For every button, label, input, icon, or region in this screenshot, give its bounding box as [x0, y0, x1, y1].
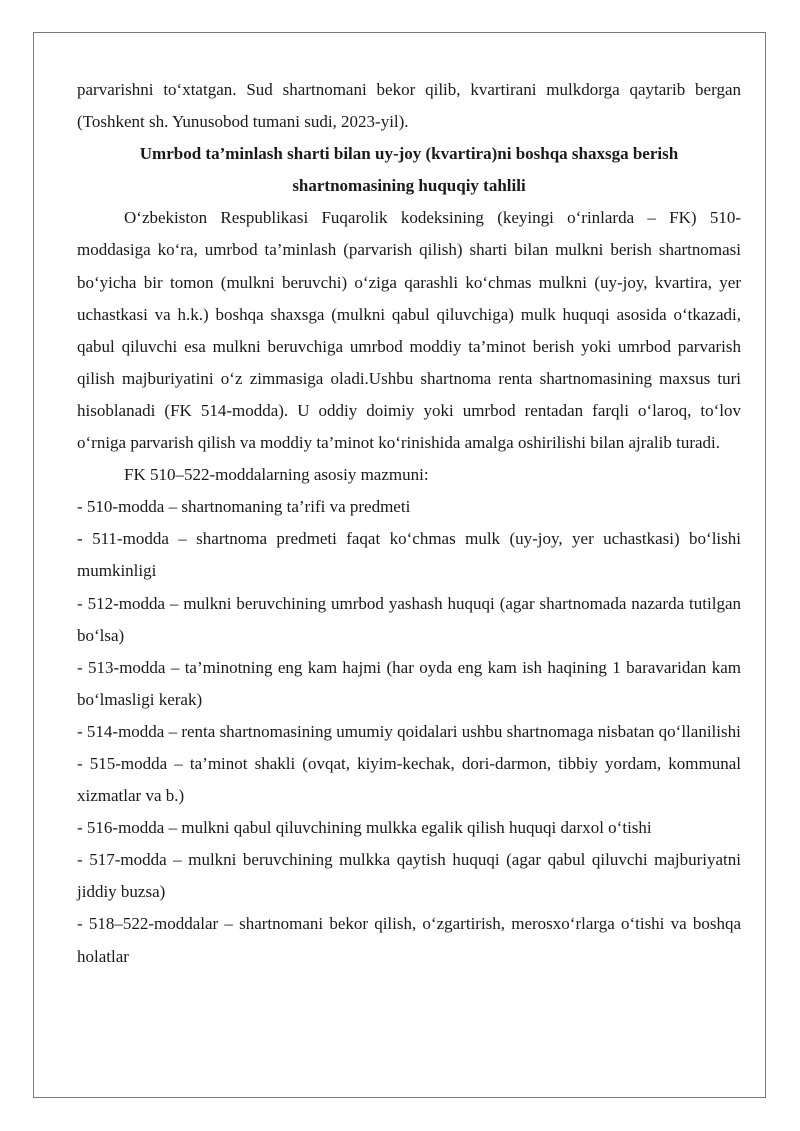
list-item: - 512-modda – mulkni beruvchining umrbod yashash huquqi (agar shartnomada nazarda tutilgan bo‘lsa): [77, 593, 741, 645]
list-item: - 514-modda – renta shartnomasining umumiy qoidalari ushbu shartnomaga nisbatan qo‘llanilishi: [77, 721, 741, 741]
list-item: - 510-modda – shartnomaning ta’rifi va predmeti: [77, 497, 411, 517]
list-heading: FK 510–522-moddalarning asosiy mazmuni:: [124, 465, 429, 485]
list-item: - 511-modda – shartnoma predmeti faqat ko‘chmas mulk (uy-joy, yer uchastkasi) bo‘lishi mumkinligi: [77, 529, 741, 581]
section-title: Umrbod ta’minlash sharti bilan uy-joy (kvartira)ni boshqa shaxsga berish shartnomasining huquqiy tahlili: [139, 144, 679, 196]
article-list: [77, 491, 741, 972]
list-item: - 516-modda – mulkni qabul qiluvchining mulkka egalik qilish huquqi darxol o‘tishi: [77, 818, 652, 838]
document-body: [77, 74, 741, 973]
list-item: - 513-modda – ta’minotning eng kam hajmi (har oyda eng kam ish haqining 1 baravaridan kam bo‘lmasligi kerak): [77, 657, 741, 709]
opening-paragraph: parvarishni to‘xtatgan. Sud shartnomani bekor qilib, kvartirani mulkdorga qaytarib bergan (Toshkent sh. Yunusobod tumani sudi, 2023-yil).: [77, 80, 741, 132]
list-item: - 515-modda – ta’minot shakli (ovqat, kiyim-kechak, dori-darmon, tibbiy yordam, kommunal xizmatlar va b.): [77, 753, 741, 806]
list-item: - 518–522-moddalar – shartnomani bekor qilish, o‘zgartirish, merosxo‘rlarga o‘tishi va boshqa holatlar: [77, 914, 741, 966]
list-item: - 517-modda – mulkni beruvchining mulkka qaytish huquqi (agar qabul qiluvchi majburiyatni jiddiy buzsa): [77, 850, 741, 902]
intro-paragraph: O‘zbekiston Respublikasi Fuqarolik kodeksining (keyingi o‘rinlarda – FK) 510-moddasiga ko‘ra, umrbod ta’minlash (parvarish qilish) sharti bilan mulkni berish shartnomasi bo‘yicha bir tomon (mulkni beruvchi) o‘ziga qarashli ko‘chmas mulkni (uy-joy, kvartira, yer uchastkasi va h.k.) boshqa shaxsga (mulkni qabul qiluvchiga) mulk huquqi asosida o‘tkazadi, qabul qiluvchi esa mulkni beruvchiga umrbod moddiy ta’minot berish yoki umrbod parvarish qilish majburiyatini o‘z zimmasiga oladi.Ushbu shartnoma renta shartnomasining maxsus turi hisoblanadi (FK 514-modda). U oddiy doimiy yoki umrbod rentadan farqli o‘laroq, to‘lov o‘rniga parvarish qilish va moddiy ta’minot ko‘rinishida amalga oshirilishi bilan ajralib turadi.: [77, 208, 741, 453]
